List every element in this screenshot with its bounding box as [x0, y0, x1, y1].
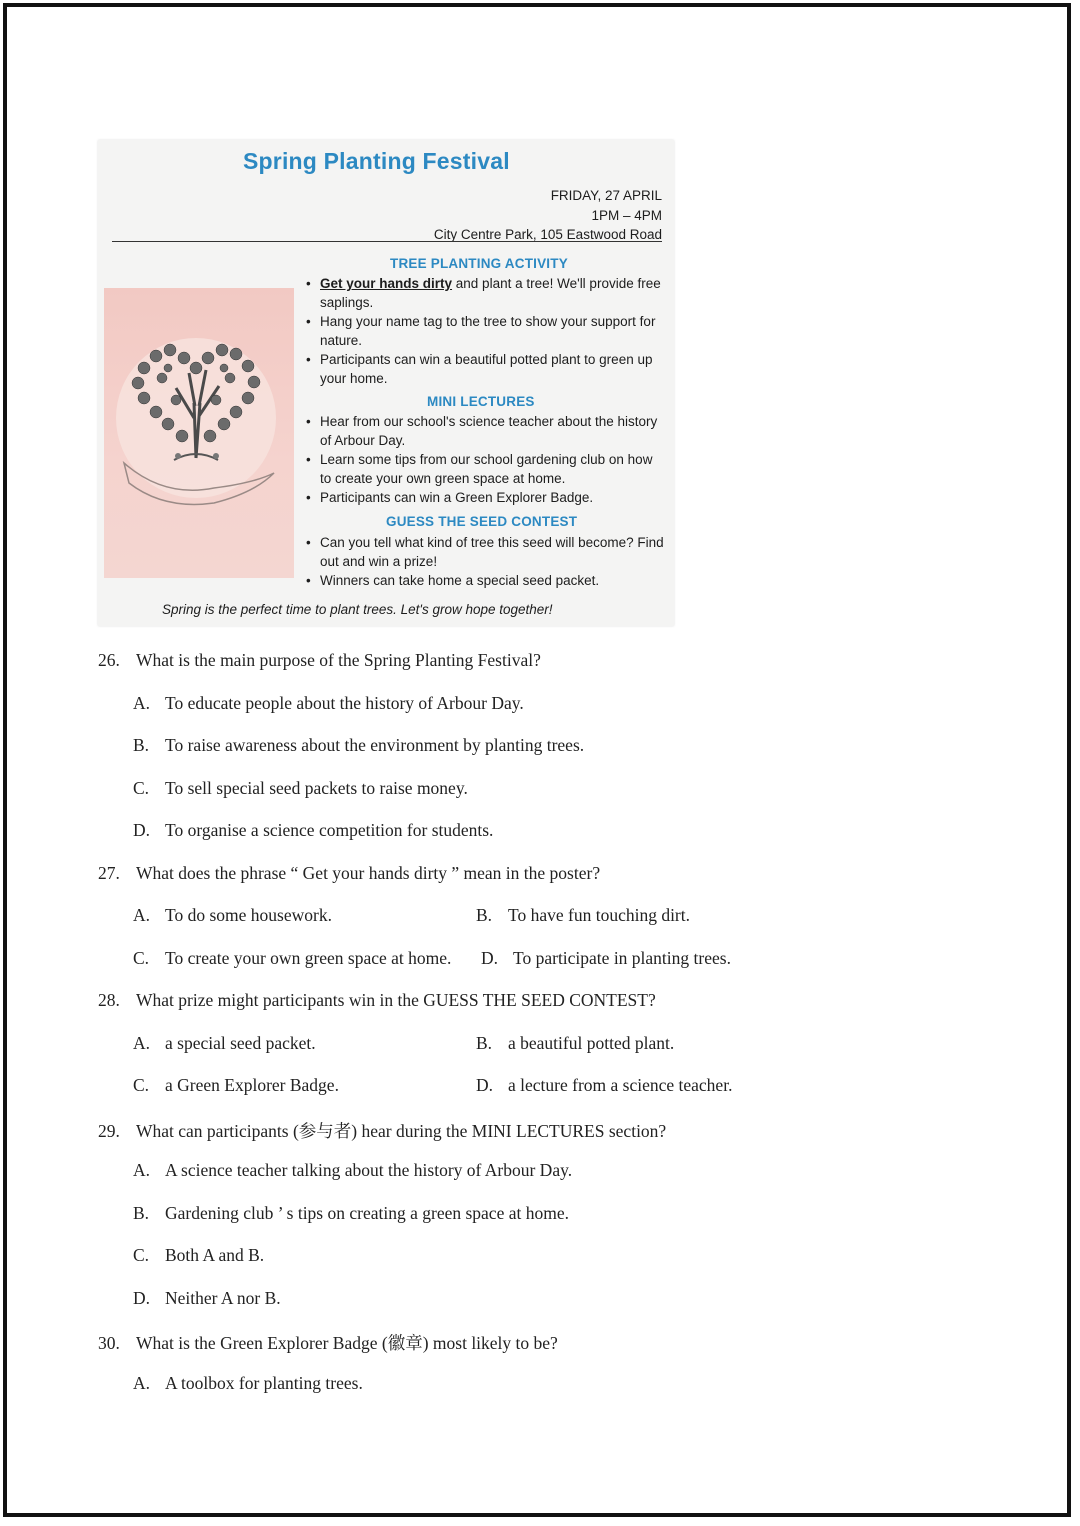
- event-info: [434, 186, 662, 245]
- option-26-b[interactable]: B. To raise awareness about the environment by planting trees.: [133, 735, 585, 755]
- heart-tree-icon: [104, 288, 294, 578]
- highlight-phrase: Get your hands dirty: [320, 276, 453, 291]
- poster-tagline: Spring is the perfect time to plant trees. Let's grow hope together!: [162, 602, 553, 617]
- list-item: • Get your hands dirty and plant a tree! We'll provide free saplings.: [306, 274, 666, 312]
- question-28: 28. What prize might participants win in the GUESS THE SEED CONTEST?: [98, 990, 656, 1010]
- option-27-a[interactable]: A. To do some housework.: [133, 905, 332, 925]
- option-28-d[interactable]: D. a lecture from a science teacher.: [476, 1075, 733, 1095]
- tree-in-hand-illustration: [104, 288, 294, 578]
- poster-title: Spring Planting Festival: [243, 148, 510, 174]
- list-item: • Can you tell what kind of tree this seed will become? Find out and win a prize!: [306, 533, 666, 571]
- option-26-c[interactable]: C. To sell special seed packets to raise money.: [133, 778, 468, 798]
- option-29-d[interactable]: D. Neither A nor B.: [133, 1288, 281, 1308]
- option-28-a[interactable]: A. a special seed packet.: [133, 1033, 316, 1053]
- event-venue: City Centre Park, 105 Eastwood Road: [433, 227, 662, 242]
- option-26-a[interactable]: A. To educate people about the history of Arbour Day.: [133, 693, 524, 713]
- option-28-c[interactable]: C. a Green Explorer Badge.: [133, 1075, 339, 1095]
- question-30: 30. What is the Green Explorer Badge (徽章) most likely to be?: [98, 1333, 558, 1353]
- question-29: 29. What can participants (参与者) hear during the MINI LECTURES section?: [98, 1121, 667, 1141]
- option-30-a[interactable]: A. A toolbox for planting trees.: [133, 1373, 363, 1393]
- list-item: • Hang your name tag to the tree to show your support for nature.: [306, 312, 666, 350]
- section-heading-tree-planting: TREE PLANTING ACTIVITY: [390, 256, 568, 271]
- mini-lectures-list: [306, 412, 666, 507]
- event-date: FRIDAY, 27 APRIL: [550, 188, 662, 203]
- question-27: 27. What does the phrase “ Get your hands dirty ” mean in the poster?: [98, 863, 601, 883]
- section-heading-guess-seed: GUESS THE SEED CONTEST: [386, 514, 578, 529]
- festival-poster: [98, 140, 674, 626]
- guess-seed-list: [306, 533, 666, 590]
- list-item: • Participants can win a Green Explorer Badge.: [306, 488, 666, 507]
- header-divider: [112, 241, 662, 242]
- option-29-c[interactable]: C. Both A and B.: [133, 1245, 265, 1265]
- option-29-b[interactable]: B. Gardening club ’ s tips on creating a green space at home.: [133, 1203, 569, 1223]
- option-29-a[interactable]: A. A science teacher talking about the history of Arbour Day.: [133, 1160, 573, 1180]
- question-26: 26. What is the main purpose of the Spring Planting Festival?: [98, 650, 541, 670]
- tree-planting-list: [306, 274, 666, 388]
- option-27-b[interactable]: B. To have fun touching dirt.: [476, 905, 690, 925]
- list-item: • Winners can take home a special seed packet.: [306, 571, 666, 590]
- list-item: • Hear from our school's science teacher about the history of Arbour Day.: [306, 412, 666, 450]
- section-heading-mini-lectures: MINI LECTURES: [427, 394, 535, 409]
- option-27-d[interactable]: D. To participate in planting trees.: [481, 948, 731, 968]
- event-time: 1PM – 4PM: [591, 207, 662, 223]
- list-item: • Participants can win a beautiful potted plant to green up your home.: [306, 350, 666, 388]
- list-item: • Learn some tips from our school gardening club on how to create your own green space at home.: [306, 450, 666, 488]
- option-26-d[interactable]: D. To organise a science competition for students.: [133, 820, 494, 840]
- option-28-b[interactable]: B. a beautiful potted plant.: [476, 1033, 675, 1053]
- option-27-c[interactable]: C. To create your own green space at home.: [133, 948, 452, 968]
